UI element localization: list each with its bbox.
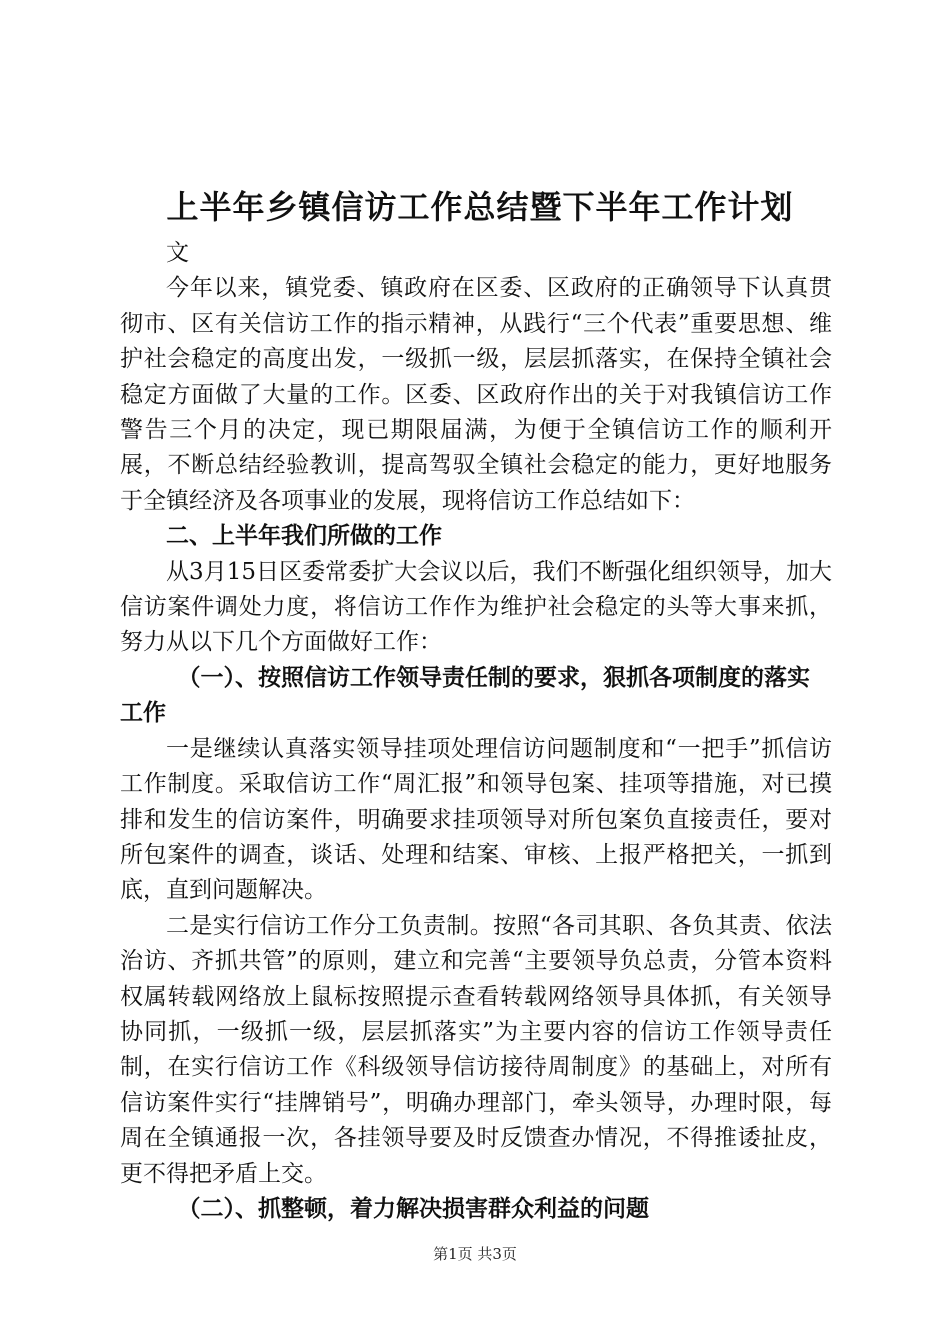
measure-two-paragraph: 二是实行信访工作分工负责制。按照“各司其职、各负其责、依法治访、齐抓共管”的原则，建立和完善“主要领导负总责，分管本资料权属转载网络放上鼠标按照提示查看转载网络领导具体抓，有关领导协同抓，一级抓一级，层层抓落实”为主要内容的信访工作领导责任制，在实行信访工作《科级领导信访接待周制度》的基础上，对所有信访案件实行“挂牌销号”，明确办理部门，牵头领导，办理时限，每周在全镇通报一次，各挂领导要及时反馈查办情况，不得推诿扯皮，更不得把矛盾上交。 (120, 912, 832, 1187)
document-body (120, 236, 832, 1227)
intro-paragraph: 今年以来，镇党委、镇政府在区委、区政府的正确领导下认真贯彻市、区有关信访工作的指示精神，从践行“三个代表”重要思想、维护社会稳定的高度出发，一级抓一级，层层抓落实，在保持全镇社会稳定方面做了大量的工作。区委、区政府作出的关于对我镇信访工作警告三个月的决定，现已期限届满，为便于全镇信访工作的顺利开展，不断总结经验教训，提高驾驭全镇社会稳定的能力，更好地服务于全镇经济及各项事业的发展，现将信访工作总结如下： (120, 275, 832, 514)
section-heading-2: 二、上半年我们所做的工作 (166, 523, 442, 550)
byline: 文 (166, 240, 189, 266)
subsection-heading-2: （二）、抓整顿，着力解决损害群众利益的问题 (177, 1195, 649, 1222)
page-footer: 第1页 共3页 (433, 1245, 517, 1263)
measure-one-paragraph: 一是继续认真落实领导挂项处理信访问题制度和“一把手”抓信访工作制度。采取信访工作“周汇报”和领导包案、挂项等措施，对已摸排和发生的信访案件，明确要求挂项领导对所包案负直接责任，要对所包案件的调查，谈话、处理和结案、审核、上报严格把关，一抓到底，直到问题解决。 (120, 735, 832, 904)
subsection-heading-1: （一）、按照信访工作领导责任制的要求，狠抓各项制度的落实工作 (120, 664, 810, 727)
document-title: 上半年乡镇信访工作总结暨下半年工作计划 (166, 188, 794, 226)
section-intro-paragraph: 从3月15日区委常委扩大会议以后，我们不断强化组织领导，加大信访案件调处力度，将信访工作作为维护社会稳定的头等大事来抓，努力从以下几个方面做好工作： (120, 558, 832, 656)
